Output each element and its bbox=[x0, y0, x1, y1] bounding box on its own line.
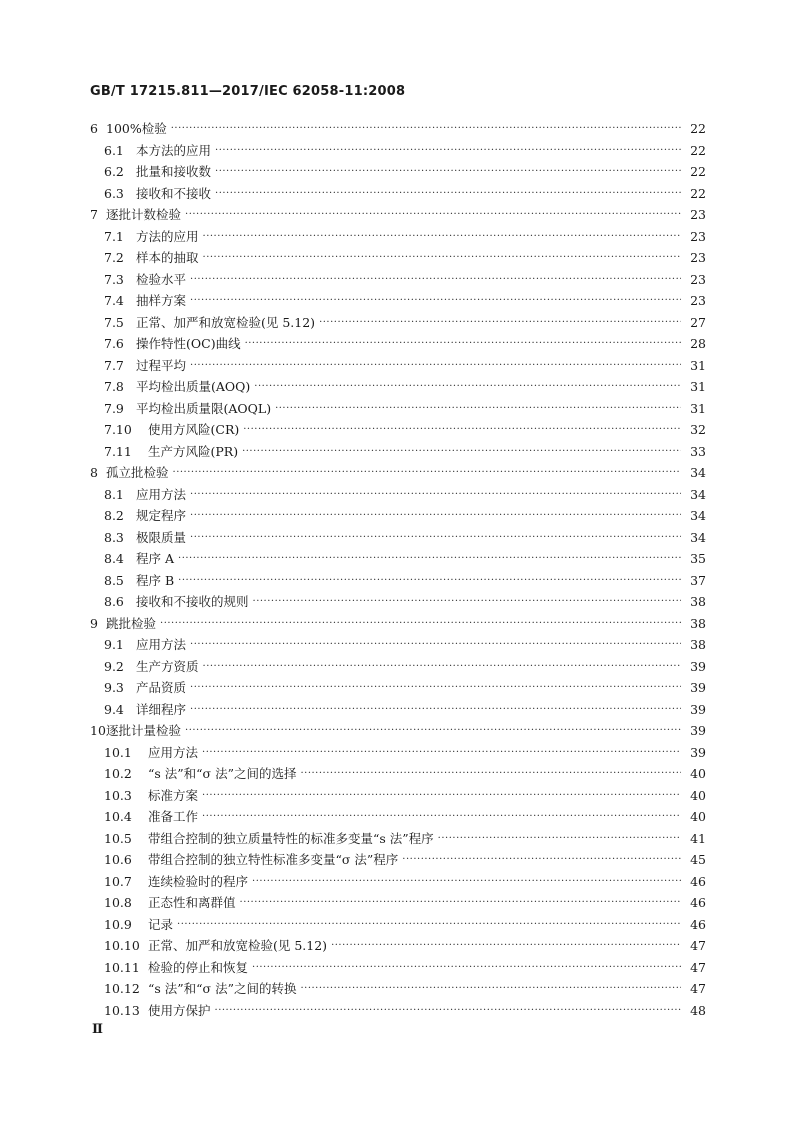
toc-entry[interactable] bbox=[90, 247, 706, 269]
toc-entry-number: 9.4 bbox=[104, 701, 124, 717]
toc-entry[interactable] bbox=[90, 613, 706, 635]
toc-entry-number: 6 bbox=[90, 121, 98, 136]
table-of-contents bbox=[90, 118, 706, 1021]
toc-leader-dots bbox=[252, 376, 681, 398]
toc-entry-page: 37 bbox=[681, 570, 706, 592]
toc-entry-page: 40 bbox=[681, 763, 706, 785]
toc-leader-dots bbox=[329, 935, 681, 957]
toc-entry-title: 批量和接收数 bbox=[136, 164, 212, 179]
toc-entry-page: 41 bbox=[681, 828, 706, 850]
toc-entry-title: 接收和不接收的规则 bbox=[136, 594, 249, 609]
toc-entry-number: 7.2 bbox=[104, 250, 124, 265]
toc-entry-page: 38 bbox=[681, 613, 706, 635]
toc-entry-title: 逐批计数检验 bbox=[106, 207, 182, 222]
toc-entry[interactable] bbox=[90, 140, 706, 162]
toc-leader-dots bbox=[183, 204, 681, 226]
toc-entry-number: 6.2 bbox=[104, 164, 124, 179]
toc-entry[interactable] bbox=[90, 957, 706, 979]
toc-entry[interactable] bbox=[90, 742, 706, 764]
toc-leader-dots bbox=[200, 785, 681, 807]
toc-entry-title: 应用方法 bbox=[136, 637, 187, 652]
toc-entry-page: 38 bbox=[681, 591, 706, 613]
toc-entry[interactable] bbox=[90, 312, 706, 334]
toc-entry-page: 39 bbox=[681, 742, 706, 764]
toc-entry-page: 23 bbox=[681, 269, 706, 291]
toc-entry-page: 23 bbox=[681, 226, 706, 248]
toc-entry-title: 使用方风险(CR) bbox=[148, 422, 240, 437]
toc-entry-title: 抽样方案 bbox=[136, 293, 187, 308]
toc-entry-number: 8.1 bbox=[104, 486, 124, 502]
toc-entry-number: 8.2 bbox=[104, 508, 124, 523]
toc-entry[interactable] bbox=[90, 505, 706, 527]
toc-entry-page: 34 bbox=[681, 505, 706, 527]
toc-leader-dots bbox=[188, 355, 681, 377]
toc-entry[interactable] bbox=[90, 1000, 706, 1022]
toc-entry-title: 程序 A bbox=[136, 551, 175, 566]
toc-entry-title: 正常、加严和放宽检验(见 5.12) bbox=[148, 938, 328, 953]
toc-leader-dots bbox=[250, 957, 681, 979]
toc-entry-title: 应用方法 bbox=[148, 744, 199, 760]
toc-entry[interactable] bbox=[90, 226, 706, 248]
toc-entry-page: 33 bbox=[681, 441, 706, 463]
toc-leader-dots bbox=[158, 613, 681, 635]
toc-entry-title: “s 法”和“σ 法”之间的转换 bbox=[148, 981, 297, 996]
toc-entry-number: 10.8 bbox=[104, 895, 132, 910]
toc-entry-number: 7.10 bbox=[104, 422, 132, 437]
toc-entry-title: 逐批计量检验 bbox=[106, 723, 182, 738]
toc-entry[interactable] bbox=[90, 398, 706, 420]
toc-entry-page: 47 bbox=[681, 957, 706, 979]
toc-entry[interactable] bbox=[90, 699, 706, 721]
toc-entry[interactable] bbox=[90, 269, 706, 291]
toc-entry[interactable] bbox=[90, 634, 706, 656]
toc-entry-title: 详细程序 bbox=[136, 701, 187, 717]
toc-entry-page: 27 bbox=[681, 312, 706, 334]
toc-entry-number: 10.7 bbox=[104, 873, 132, 889]
toc-entry[interactable] bbox=[90, 978, 706, 1000]
toc-entry[interactable] bbox=[90, 656, 706, 678]
toc-leader-dots bbox=[251, 591, 681, 613]
toc-entry-page: 46 bbox=[681, 892, 706, 914]
toc-entry-page: 40 bbox=[681, 806, 706, 828]
toc-entry-page: 46 bbox=[681, 871, 706, 893]
toc-entry-page: 34 bbox=[681, 527, 706, 549]
toc-entry-number: 10.4 bbox=[104, 809, 132, 824]
toc-leader-dots bbox=[213, 1000, 681, 1022]
toc-entry-title: 正态性和离群值 bbox=[148, 895, 236, 910]
toc-entry-number: 7.8 bbox=[104, 379, 124, 394]
toc-entry-title: 准备工作 bbox=[148, 809, 199, 824]
toc-leader-dots bbox=[171, 462, 681, 484]
toc-entry-page: 23 bbox=[681, 290, 706, 312]
toc-entry-title: 程序 B bbox=[136, 572, 175, 588]
toc-entry-title: 样本的抽取 bbox=[136, 250, 199, 265]
toc-entry-page: 47 bbox=[681, 978, 706, 1000]
toc-entry-number: 10.1 bbox=[104, 744, 132, 760]
toc-entry[interactable] bbox=[90, 290, 706, 312]
toc-entry[interactable] bbox=[90, 161, 706, 183]
toc-entry[interactable] bbox=[90, 828, 706, 850]
toc-entry-title: 产品资质 bbox=[136, 680, 187, 695]
toc-entry[interactable] bbox=[90, 183, 706, 205]
toc-leader-dots bbox=[213, 140, 681, 162]
document-header: GB/T 17215.811—2017/IEC 62058-11:2008 bbox=[90, 84, 406, 99]
toc-entry-number: 7.7 bbox=[104, 357, 124, 373]
toc-entry-title: 带组合控制的独立特性标准多变量“σ 法”程序 bbox=[148, 852, 399, 867]
toc-entry-page: 39 bbox=[681, 699, 706, 721]
toc-entry-number: 8.4 bbox=[104, 551, 124, 566]
toc-entry-number: 7.3 bbox=[104, 271, 124, 287]
toc-entry-number: 10.13 bbox=[104, 1002, 140, 1018]
toc-entry-page: 34 bbox=[681, 462, 706, 484]
toc-leader-dots bbox=[169, 118, 681, 140]
toc-entry-number: 7.5 bbox=[104, 314, 124, 330]
toc-entry[interactable] bbox=[90, 419, 706, 441]
toc-entry-page: 39 bbox=[681, 656, 706, 678]
toc-entry[interactable] bbox=[90, 935, 706, 957]
toc-entry-title: 过程平均 bbox=[136, 357, 187, 373]
toc-entry-number: 8.3 bbox=[104, 529, 124, 545]
toc-entry-number: 10 bbox=[90, 723, 106, 738]
toc-leader-dots bbox=[188, 634, 681, 656]
toc-entry-number: 10.5 bbox=[104, 830, 132, 846]
toc-entry[interactable] bbox=[90, 892, 706, 914]
toc-entry-title: 标准方案 bbox=[148, 787, 199, 803]
toc-entry-page: 23 bbox=[681, 204, 706, 226]
toc-entry-title: 应用方法 bbox=[136, 486, 187, 502]
toc-leader-dots bbox=[200, 742, 681, 764]
toc-entry-title: 生产方资质 bbox=[136, 658, 199, 674]
toc-entry-title: 本方法的应用 bbox=[136, 142, 212, 158]
toc-entry-number: 8.5 bbox=[104, 572, 124, 588]
toc-entry-title: 平均检出质量(AOQ) bbox=[136, 379, 251, 394]
toc-entry-number: 7.1 bbox=[104, 228, 124, 244]
toc-leader-dots bbox=[176, 548, 681, 570]
toc-entry-page: 45 bbox=[681, 849, 706, 871]
toc-entry[interactable] bbox=[90, 763, 706, 785]
toc-leader-dots bbox=[400, 849, 681, 871]
toc-entry[interactable] bbox=[90, 871, 706, 893]
toc-leader-dots bbox=[175, 914, 681, 936]
toc-entry-number: 10.3 bbox=[104, 787, 132, 803]
toc-entry[interactable] bbox=[90, 806, 706, 828]
toc-entry-page: 39 bbox=[681, 720, 706, 742]
toc-entry-title: 使用方保护 bbox=[148, 1002, 211, 1018]
toc-entry-page: 22 bbox=[681, 118, 706, 140]
toc-entry[interactable] bbox=[90, 677, 706, 699]
toc-leader-dots bbox=[298, 763, 681, 785]
toc-leader-dots bbox=[298, 978, 681, 1000]
toc-leader-dots bbox=[188, 699, 681, 721]
toc-entry-page: 31 bbox=[681, 398, 706, 420]
toc-entry-title: 连续检验时的程序 bbox=[148, 873, 249, 889]
toc-entry-title: 正常、加严和放宽检验(见 5.12) bbox=[136, 314, 316, 330]
toc-entry-page: 22 bbox=[681, 161, 706, 183]
toc-leader-dots bbox=[200, 806, 681, 828]
toc-entry-title: 跳批检验 bbox=[106, 615, 157, 631]
toc-entry-page: 28 bbox=[681, 333, 706, 355]
toc-entry-title: 极限质量 bbox=[136, 529, 187, 545]
page-number-footer: Ⅱ bbox=[92, 1022, 103, 1037]
toc-entry-number: 6.3 bbox=[104, 185, 124, 201]
toc-entry-title: 接收和不接收 bbox=[136, 185, 212, 201]
toc-leader-dots bbox=[436, 828, 681, 850]
toc-entry-number: 8 bbox=[90, 465, 98, 480]
toc-entry-number: 10.10 bbox=[104, 938, 140, 953]
toc-entry-number: 7.6 bbox=[104, 336, 124, 351]
toc-leader-dots bbox=[273, 398, 681, 420]
toc-entry-page: 23 bbox=[681, 247, 706, 269]
toc-entry-page: 31 bbox=[681, 376, 706, 398]
toc-leader-dots bbox=[213, 183, 681, 205]
toc-entry[interactable] bbox=[90, 355, 706, 377]
toc-leader-dots bbox=[201, 656, 681, 678]
toc-entry-title: 带组合控制的独立质量特性的标准多变量“s 法”程序 bbox=[148, 830, 434, 846]
toc-entry[interactable] bbox=[90, 376, 706, 398]
toc-entry-number: 7 bbox=[90, 207, 98, 222]
toc-entry-number: 9.2 bbox=[104, 658, 124, 674]
toc-entry-number: 6.1 bbox=[104, 142, 124, 158]
toc-leader-dots bbox=[250, 871, 681, 893]
toc-entry[interactable] bbox=[90, 118, 706, 140]
toc-leader-dots bbox=[317, 312, 681, 334]
toc-leader-dots bbox=[201, 226, 681, 248]
toc-entry-page: 47 bbox=[681, 935, 706, 957]
toc-entry[interactable] bbox=[90, 849, 706, 871]
toc-leader-dots bbox=[188, 269, 681, 291]
toc-entry-title: 检验水平 bbox=[136, 271, 187, 287]
toc-entry-page: 48 bbox=[681, 1000, 706, 1022]
toc-leader-dots bbox=[188, 484, 681, 506]
toc-entry[interactable] bbox=[90, 484, 706, 506]
toc-entry[interactable] bbox=[90, 785, 706, 807]
toc-leader-dots bbox=[241, 419, 681, 441]
toc-entry[interactable] bbox=[90, 720, 706, 742]
toc-entry[interactable] bbox=[90, 204, 706, 226]
toc-entry[interactable] bbox=[90, 441, 706, 463]
toc-entry-number: 10.9 bbox=[104, 916, 132, 932]
toc-entry-title: 孤立批检验 bbox=[106, 465, 169, 480]
toc-entry-title: 100%检验 bbox=[106, 121, 167, 136]
toc-leader-dots bbox=[176, 570, 681, 592]
toc-entry-number: 10.6 bbox=[104, 852, 132, 867]
toc-entry[interactable] bbox=[90, 914, 706, 936]
toc-entry-title: 操作特性(OC)曲线 bbox=[136, 336, 241, 351]
toc-entry[interactable] bbox=[90, 462, 706, 484]
toc-entry-number: 7.4 bbox=[104, 293, 124, 308]
toc-entry-page: 32 bbox=[681, 419, 706, 441]
toc-entry-number: 9.3 bbox=[104, 680, 124, 695]
toc-leader-dots bbox=[188, 505, 681, 527]
toc-entry-page: 34 bbox=[681, 484, 706, 506]
toc-entry-page: 31 bbox=[681, 355, 706, 377]
toc-leader-dots bbox=[201, 247, 681, 269]
toc-leader-dots bbox=[188, 527, 681, 549]
toc-entry-page: 35 bbox=[681, 548, 706, 570]
toc-entry-number: 8.6 bbox=[104, 594, 124, 609]
toc-entry-title: 生产方风险(PR) bbox=[148, 443, 239, 459]
toc-entry-title: 记录 bbox=[148, 916, 174, 932]
toc-entry-page: 46 bbox=[681, 914, 706, 936]
toc-entry-page: 22 bbox=[681, 140, 706, 162]
toc-leader-dots bbox=[238, 892, 681, 914]
toc-leader-dots bbox=[188, 290, 681, 312]
toc-entry-title: 平均检出质量限(AOQL) bbox=[136, 400, 272, 416]
toc-entry-number: 7.11 bbox=[104, 443, 132, 459]
toc-entry-title: 方法的应用 bbox=[136, 228, 199, 244]
toc-entry-number: 10.11 bbox=[104, 959, 140, 975]
toc-leader-dots bbox=[240, 441, 681, 463]
toc-leader-dots bbox=[213, 161, 681, 183]
toc-entry-number: 7.9 bbox=[104, 400, 124, 416]
toc-entry[interactable] bbox=[90, 591, 706, 613]
toc-leader-dots bbox=[243, 333, 681, 355]
toc-entry-number: 10.2 bbox=[104, 766, 132, 781]
toc-entry-page: 39 bbox=[681, 677, 706, 699]
toc-entry[interactable] bbox=[90, 527, 706, 549]
toc-entry-title: “s 法”和“σ 法”之间的选择 bbox=[148, 766, 297, 781]
toc-entry-number: 9.1 bbox=[104, 637, 124, 652]
toc-entry-number: 10.12 bbox=[104, 981, 140, 996]
toc-entry-title: 规定程序 bbox=[136, 508, 187, 523]
toc-leader-dots bbox=[183, 720, 681, 742]
toc-entry-title: 检验的停止和恢复 bbox=[148, 959, 249, 975]
toc-entry[interactable] bbox=[90, 570, 706, 592]
toc-leader-dots bbox=[188, 677, 681, 699]
toc-entry[interactable] bbox=[90, 548, 706, 570]
toc-entry-page: 22 bbox=[681, 183, 706, 205]
toc-entry-number: 9 bbox=[90, 615, 98, 631]
toc-entry-page: 40 bbox=[681, 785, 706, 807]
toc-entry-page: 38 bbox=[681, 634, 706, 656]
toc-entry[interactable] bbox=[90, 333, 706, 355]
